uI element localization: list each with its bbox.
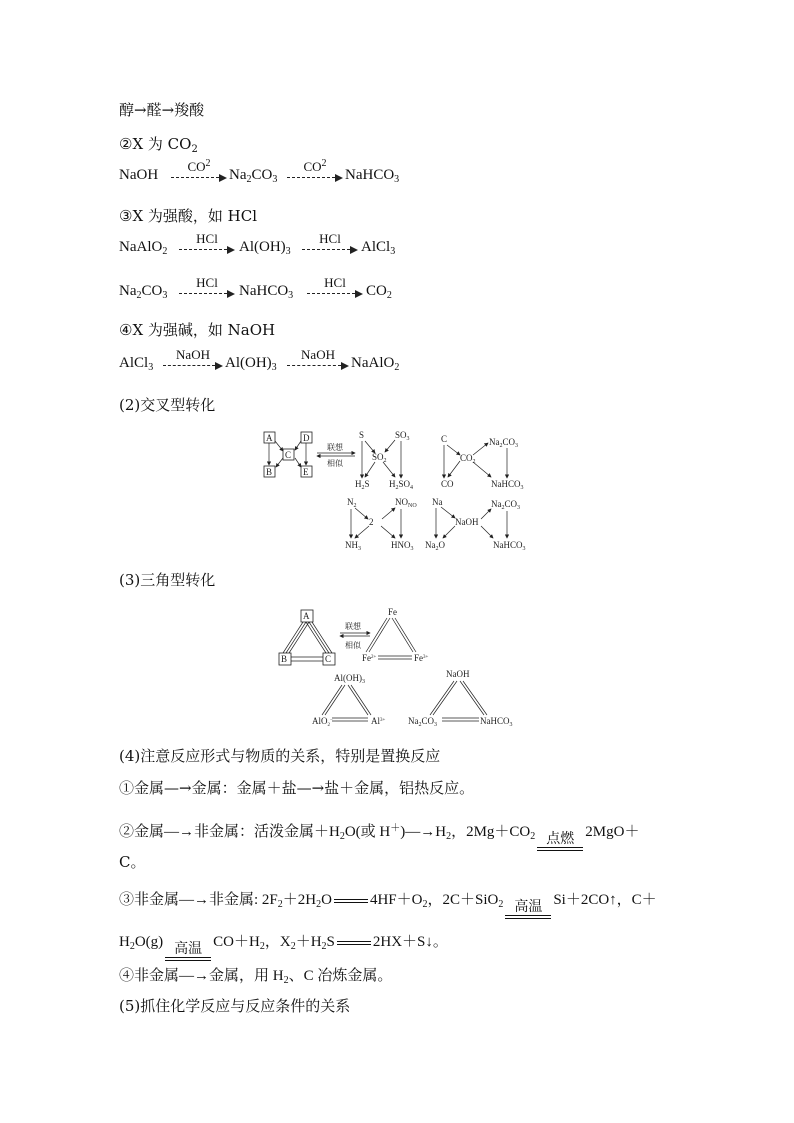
point-metal-to-metal: ①金属—→金属：金属＋盐—→盐＋金属，铝热反应。: [119, 779, 475, 797]
svg-text:NaOH: NaOH: [455, 517, 479, 527]
svg-text:SO3: $SO_3$: [395, 430, 410, 442]
svg-text:SO2: $SO_2$: [372, 452, 387, 464]
high-temperature-condition: 高温: [505, 899, 551, 924]
ignition-condition: 点燃: [537, 831, 583, 856]
svg-text:B: B: [281, 654, 288, 664]
point-metal-to-nonmetal-continued: C。: [119, 853, 146, 871]
generic-triangle-diagram: [279, 610, 335, 665]
point-metal-to-nonmetal: ②金属—→非金属：活泼金属$+H_2O$(或 $H^+)—\to H_2$，$2Mg+CO_2$ 点燃 2MgO＋: [119, 808, 639, 844]
nitrogen-group: [345, 497, 417, 552]
svg-text:Na2CO3: $Na_2CO_3$: [489, 437, 519, 449]
equals-sign: [337, 941, 371, 945]
section-cross-conversion: (2)交叉型转化: [119, 396, 216, 414]
reaction-na2co3-hcl: $Na_2CO_3$ HCl NaHCO$_3$ HCl $CO_2$: [119, 275, 392, 301]
svg-text:Fe2+: $Fe^{2+}$: [362, 653, 377, 663]
svg-text:C: C: [441, 434, 448, 444]
svg-text:Fe: Fe: [388, 607, 397, 617]
section-triangle-conversion: (3)三角型转化: [119, 571, 216, 589]
svg-text:H2SO4: $H_2SO_4$: [389, 479, 414, 491]
svg-text:E: E: [303, 467, 309, 477]
generic-cross-box-diagram: [264, 432, 312, 477]
svg-text:C: C: [285, 450, 292, 460]
svg-text:NaHCO3: NaHCO$_3$: [493, 540, 526, 552]
svg-text:CO2: $CO_2$: [460, 453, 476, 465]
iron-triangle: [362, 607, 429, 663]
svg-text:AlO2−: AlO$_2$−: [312, 716, 333, 728]
svg-text:Na: Na: [432, 497, 443, 507]
reaction-naoh-co2: NaOH $CO^2$ $Na_2CO_3$ $CO^2$ NaHCO$_3$: [119, 158, 400, 185]
svg-text:B: B: [266, 467, 273, 477]
cross-conversion-diagram: [255, 425, 545, 555]
reaction-naalo2-hcl: NaAlO$_2$ HCl $Al(OH)_3$ HCl AlCl$_3$: [119, 231, 396, 257]
association-arrow: [340, 621, 370, 650]
svg-text:Na2O: $Na_2O$: [425, 540, 445, 552]
triangle-conversion-diagram: [270, 605, 540, 730]
svg-text:CO: CO: [441, 479, 454, 489]
point-nonmetal-to-metal: ④非金属—→金属，用 $H_2$、C 冶炼金属。: [119, 968, 393, 986]
svg-text:N2: $N_2$: [347, 497, 357, 509]
section-replacement-reaction: (4)注意反应形式与物质的关系，特别是置换反应: [119, 747, 441, 765]
svg-text:NaOH: NaOH: [446, 669, 470, 679]
svg-text:C: C: [325, 654, 332, 664]
sulfur-group: [355, 430, 413, 491]
svg-text:S: S: [359, 430, 365, 440]
equals-sign: [334, 899, 368, 903]
svg-text:Fe3+: $Fe^{3+}$: [414, 653, 429, 663]
svg-text:NH3: $NH_3$: [345, 540, 361, 552]
svg-text:NaHCO3: NaHCO$_3$: [480, 716, 513, 728]
svg-text:D: D: [303, 433, 310, 443]
aluminum-triangle: [312, 673, 386, 728]
svg-text:Al3+: $Al^{3+}$: [371, 716, 386, 726]
svg-text:H2S: $H_2S$: [355, 479, 370, 491]
sodium-hydroxide-triangle: [408, 669, 513, 728]
svg-text:Al(OH)3: $Al(OH)_3$: [334, 673, 365, 685]
svg-text:NONO: $NO_{NO}$: [395, 497, 417, 509]
item4-heading: ④X 为强碱，如 NaOH: [119, 321, 276, 339]
svg-text:联想: 联想: [327, 443, 343, 452]
high-temperature-condition: 高温: [165, 941, 211, 966]
svg-text:2: 2: [369, 517, 374, 527]
point-nonmetal-to-nonmetal-continued: $H_2O(g)$ 高温 $CO+H_2$，$X_2+H_2S$ 2HX＋S↓。: [119, 918, 448, 954]
carbon-group: [441, 434, 524, 491]
svg-text:联想: 联想: [345, 622, 361, 631]
text-line-alcohol-aldehyde-acid: 醇→醛→羧酸: [119, 101, 205, 119]
svg-text:相似: 相似: [345, 641, 361, 650]
item2-heading: ②X 为 $CO_2$: [119, 135, 198, 155]
association-arrow: [317, 442, 355, 468]
section-reaction-conditions: (5)抓住化学反应与反应条件的关系: [119, 997, 351, 1015]
svg-text:HNO3: $HNO_3$: [391, 540, 414, 552]
svg-text:NaHCO3: NaHCO$_3$: [491, 479, 524, 491]
svg-text:A: A: [266, 433, 273, 443]
sodium-group: [425, 497, 526, 552]
svg-text:Na2CO3: $Na_2CO_3$: [491, 499, 521, 511]
svg-text:Na2CO3: $Na_2CO_3$: [408, 716, 438, 728]
reaction-alcl3-naoh: AlCl$_3$ NaOH $Al(OH)_3$ NaOH NaAlO$_2$: [119, 347, 400, 373]
svg-text:A: A: [303, 611, 310, 621]
point-nonmetal-to-nonmetal: ③非金属—→非金属: $2F_2+2H_2O$ $4HF+O_2$，2C＋SiO$_2$ 高温 Si＋2CO↑，C＋: [119, 876, 657, 912]
svg-text:相似: 相似: [327, 459, 343, 468]
item3-heading: ③X 为强酸，如 HCl: [119, 207, 258, 225]
